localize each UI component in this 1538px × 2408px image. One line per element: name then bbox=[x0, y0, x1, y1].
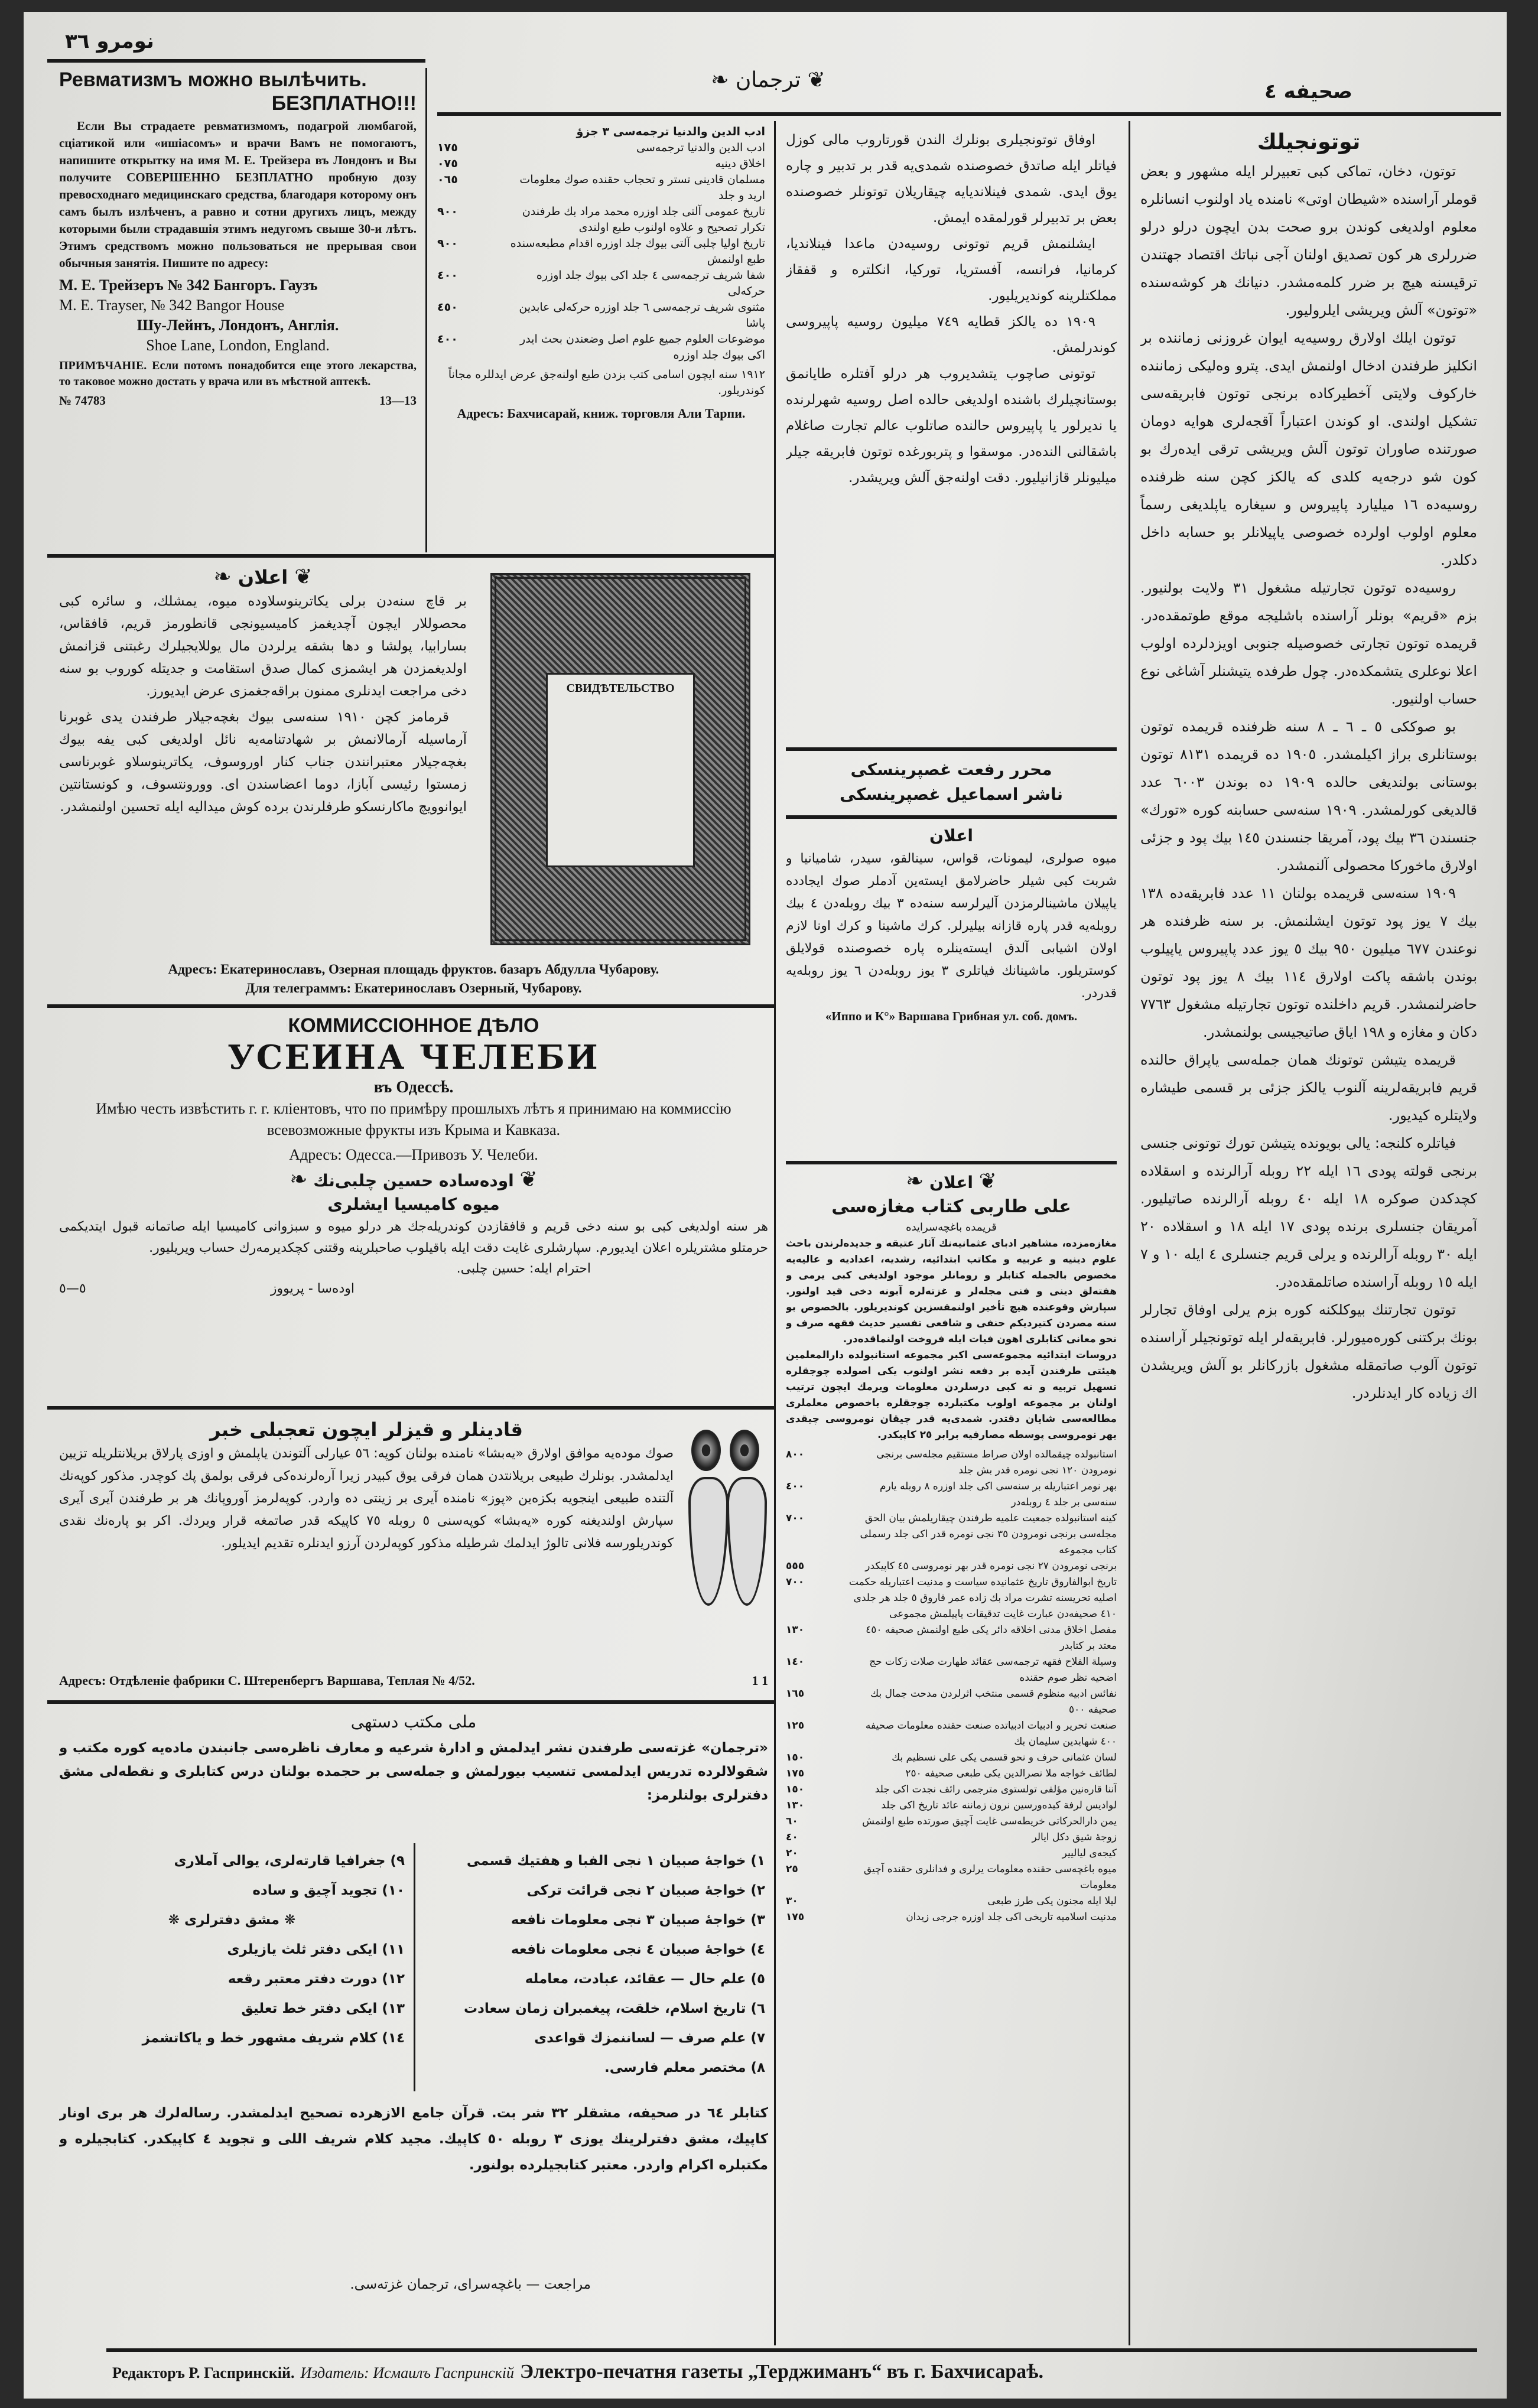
chelebi-address: Адресъ: Одесса.—Привозъ У. Челеби. bbox=[289, 1146, 538, 1163]
school-book-item: ٨) مختصر معلم فارسی. bbox=[604, 2060, 765, 2075]
book-title: يمن دارالحركاتی خريطه‌سی غايت آچيق صورتده طبع اولنمش bbox=[862, 1815, 1117, 1827]
ornament-right-icon: ❧ bbox=[711, 68, 729, 92]
issue-number: نومرو ٣٦ bbox=[65, 30, 154, 53]
article-paragraph: توتون ايلك اولارق روسيه‌يه ايوان غروزنی زماننده بر انكليز طرفندن ادخال اولنمش ايدی. پترو وه‌ليكی زماننده خاركوف ولايتی آخطيركاده برنجی توتون فابريقه‌سی تشكيل اولندی. او كوندن اعتباراً آقجه‌لری هوايه دومان صورتنده صاوران توتون آلش ويريشی ترقی ايده‌رك بو كون شو درجه‌يه كلدی كه يالكز كچن سنه ظرفنده روسيه‌ده ١٦ ميليارد پاپيروس و سيغاره ياپلديغی رسماً معلوم اولوب اولرده خصوصی ياپيلانلر بو حسابه داخل دكلدر. bbox=[1140, 330, 1477, 568]
book-title: تاريخ عمومی آلتی جلد اوزره محمد مراد بك طرفندن تكرار تصحيح و علاوه اولنوب طبع اولندی bbox=[522, 205, 765, 234]
bookstore-title: علی طاربی كتاب مغازه‌سی bbox=[831, 1196, 1071, 1217]
header-rule-right bbox=[437, 112, 1501, 116]
book-title: بهر نومر اعتباريله بر سنه‌سی اكی جلد اوزره ٨ روبله يارم سنه‌سی بر جلد ٤ روبله‌در bbox=[880, 1480, 1117, 1508]
book-list-heading: ادب الدين والدنيا ترجمه‌سی ٣ جزؤ bbox=[576, 125, 765, 138]
copybook-item: ١٤) كلام شريف مشهور خط و ياكاتشمز bbox=[142, 2030, 405, 2046]
book-price: ٤٠٠ bbox=[437, 269, 458, 282]
ref-number: № 74783 bbox=[59, 393, 106, 408]
earring-icon bbox=[727, 1477, 767, 1606]
school-book-item: ٦) تاريخ اسلام، خلقت، پيغمبران زمان سعادت bbox=[463, 2001, 765, 2016]
price-row bbox=[786, 1798, 1117, 1814]
certificate-inner bbox=[546, 673, 695, 867]
book-price: ٧٠٠ bbox=[786, 1512, 805, 1524]
address-en: M. E. Trayser, № 342 Bangor House bbox=[59, 297, 285, 314]
chelebi-title1: КОММИССІОННОЕ ДѢЛО bbox=[288, 1014, 539, 1037]
book-price: ٠٧٥ bbox=[437, 157, 458, 170]
book-price: ٢٠ bbox=[786, 1847, 798, 1859]
earring-icon bbox=[691, 1430, 721, 1471]
school-intro: «ترجمان» غزته‌سی طرفندن نشر ايدلمش و ادارهٔ شرعيه و معارف ناظره‌سی جانبندن ماده‌يه كوره مكتب و شقولالرده تدريس ايدلمسی تنسيب بيورلمش و جمله‌سی بر حجمده بولنان درس كتابلری و نقطه‌لی مشق دفترلری بولنلرمز: bbox=[59, 1740, 768, 1803]
copybook-item: ١٢) دورت دفتر معتبر رقعه bbox=[227, 1971, 405, 1987]
chelebi-ad bbox=[59, 1013, 768, 1400]
price-row bbox=[786, 1511, 1117, 1558]
section-rule bbox=[786, 1161, 1117, 1164]
copybook-item: ١١) ايكی دفتر ثلث يازيلری bbox=[227, 1942, 405, 1957]
book-title: ادب الدين والدنيا ترجمه‌سی bbox=[636, 141, 765, 154]
machine-ad-body: ميوه صولری، ليمونات، قواس، سينالقو، سيدر، شاميانيا و شربت كبی شيلر حاضرلامق ايسته‌ين آدملر صوك ايجادده ياپيلان ماشينالرمزدن آليرلرسه سنه‌ده ٣ بيك روبله‌دن ٤ بيك روبله‌يه قدر پاره قازانه بيليرلر. كرك ماشينا و كرك اونا لازم اولان اشيابی آلدق ايسته‌ينلره پاره خصوصنده قولايلق كوستريلور. ماشينانك فياتلری ٣ يوز روبله‌دن ٦ يوز روبله‌يه قدردر. bbox=[786, 851, 1117, 1001]
price-row bbox=[437, 236, 765, 268]
publisher-name: ناشر اسماعيل غصپرينسكی bbox=[839, 785, 1064, 804]
section-rule bbox=[47, 554, 774, 558]
ornament-icon: ❦ bbox=[294, 565, 313, 589]
header-rule-left bbox=[47, 59, 425, 63]
bookstore-body2: دروسات ابتدائيه مجموعه‌سی اكبر مجموعه استانبولده دارالمعلمين هيئتی طرفندن آيده بر دفعه نشر اولنوب يكی اصولده چوجقلره تسهيل تربيه و نه كبی درسلردن معلومات ويرمك ايچون ترتيب اولنان بر مجموعه اولوب مكتبلرده چوجقلره باخصوص معلملری مطالعه‌سی شايان دقتدر. شمدی‌يه قدر چيقان نومروسی چيقدی بهر نومروسی پوسطه مصارفيه برابر ٢٥ كاپيكدر. bbox=[786, 1349, 1117, 1441]
earring-icon bbox=[730, 1430, 759, 1471]
bookstore-banner: ❦ اعلان ❧ bbox=[906, 1170, 997, 1193]
column-divider bbox=[425, 68, 427, 552]
article-paragraph: بو صوككی ٥ ـ ٦ ـ ٨ سنه ظرفنده قريمده توتون بوستانلری براز اكيلمشدر. ١٩٠٥ ده قريمده ٨١٣١ توتون بوستانی بولنديغی حالده ١٩٠٩ ده بوندن ٦٠٠٣ عدد قالديغی كورلمشدر. ١٩٠٩ سنه‌سی حسابنه كوره «تورك» جنسندن ٣٦ بيك پود، آمريقا جنسندن ١٤٥ بيك پود و جزئی اولارق ماخوركا محصولی آلنمشدر. bbox=[1140, 718, 1477, 874]
section-rule bbox=[786, 815, 1117, 819]
book-title: مدنيت اسلاميه تاريخی اكی جلد اوزره جرجی زيدان bbox=[906, 1911, 1117, 1923]
earring-icon bbox=[688, 1477, 729, 1606]
book-price: ١٧٥ bbox=[786, 1768, 805, 1779]
price-row bbox=[437, 140, 765, 156]
fruit-ad-banner: ❦ اعلان ❧ bbox=[213, 565, 313, 589]
article-paragraph: اوفاق توتونجيلری بونلرك الندن قورتاروب مالی كوزل فياتلر ايله صاتدق خصوصنده شمدی‌يه قدر بر تدبير و چاره يوق ايدی. شمدی فينلانديايه چيقاريلان توتونلر خصوصنده بعض بر تدبيرلر قورلمقده ايمش. bbox=[786, 132, 1117, 226]
book-price: ٤٠ bbox=[786, 1831, 798, 1843]
footer-rule bbox=[106, 2348, 1477, 2352]
book-price: ٠٦٥ bbox=[437, 173, 458, 186]
school-book-item: ٤) خواجهٔ صبيان ٤ نجی معلومات نافعه bbox=[511, 1942, 765, 1957]
price-row bbox=[786, 1750, 1117, 1766]
tobacco-article bbox=[1140, 127, 1477, 2339]
page-number: صحيفه ٤ bbox=[1264, 80, 1352, 103]
book-title: ميوه باغچه‌سی حقنده معلومات يرلری و فدانلری حقنده آچيق معلومات bbox=[863, 1863, 1117, 1891]
book-price: ٧٠٠ bbox=[786, 1576, 805, 1588]
footer bbox=[112, 2360, 1483, 2385]
school-book-item: ٩) جغرافيا قارته‌لری، يوالی آملاری bbox=[174, 1853, 405, 1869]
book-title: صنعت تحرير و ادبيات ادبياتده صنعت حقنده معلومات صحيفه ٤٠٠ شهابدين سليمان بك bbox=[865, 1720, 1117, 1748]
book-title: زوجهٔ شيق دكل ايالر bbox=[1032, 1831, 1117, 1843]
price-row bbox=[786, 1862, 1117, 1893]
book-title: موضوعات العلوم جميع علوم اصل وضعندن بحث ايدر اكی بيوك جلد اوزره bbox=[520, 333, 765, 362]
ad-note: ПРИМѢЧАНІЕ. Если потомъ понадобится еще этого лекарства, то таковое можно достать у врача или въ мѣстной аптекѣ. bbox=[59, 359, 417, 388]
certificate-image bbox=[490, 573, 750, 945]
earring-ad bbox=[59, 1417, 674, 1665]
school-contact: مراجعت — باغچه‌سرای، ترجمان غزته‌سی. bbox=[350, 2277, 591, 2292]
address-ru: М. Е. Трейзеръ № 342 Бангоръ. Гаузъ bbox=[59, 276, 318, 294]
book-price: ٤٥٠ bbox=[437, 301, 458, 314]
school-book-item: ٣) خواجهٔ صبيان ٣ نجی معلومات نافعه bbox=[511, 1912, 765, 1928]
price-row bbox=[437, 156, 765, 172]
book-price: ١٣٠ bbox=[786, 1800, 805, 1811]
street-en: Shoe Lane, London, England. bbox=[146, 337, 330, 354]
section-rule bbox=[786, 747, 1117, 751]
copybook-heading: ❋ مشق دفترلری ❋ bbox=[168, 1912, 296, 1928]
book-title: كيجه‌ی لياليير bbox=[1062, 1847, 1117, 1859]
earring-footer bbox=[59, 1672, 768, 1690]
article-paragraph: ايشلنمش قريم توتونی روسيه‌دن ماعدا فينلانديا، كرمانيا، فرانسه، آفستريا، توركيا، انكلتره و قفقاز مملكتلرينه كونديريليور. bbox=[786, 236, 1117, 304]
ornament-icon: ❦ bbox=[519, 1167, 538, 1192]
book-title: اخلاق دينيه bbox=[715, 157, 765, 170]
price-row bbox=[786, 1782, 1117, 1798]
price-row bbox=[437, 204, 765, 236]
footer-publisher: Издатель: Исмаилъ Гаспринскій bbox=[300, 2364, 514, 2381]
list-divider bbox=[414, 1843, 415, 2091]
book-title: برنجی نومرودن ٢٧ نجی نومره قدر بهر نومروسی ٤٥ كاپيكدر bbox=[865, 1560, 1117, 1572]
price-row bbox=[437, 331, 765, 363]
footer-printer: Электро-печатня газеты „Терджиманъ“ въ г. Бахчисараѣ. bbox=[519, 2361, 1044, 2383]
ad-title: Ревматизмъ можно вылѣчить. bbox=[59, 69, 367, 91]
book-title: وسيلة الفلاح فقهه ترجمه‌سی عقائد طهارت صلات زكات حج اضحيه نظر صوم حقنده bbox=[869, 1656, 1117, 1684]
price-row bbox=[786, 1558, 1117, 1574]
book-price: ٩٠٠ bbox=[437, 205, 458, 218]
street-ru: Шу-Лейнъ, Лондонъ, Англія. bbox=[136, 317, 339, 334]
book-price: ٥٥٥ bbox=[786, 1560, 805, 1572]
school-list-right bbox=[425, 1846, 765, 2094]
price-row bbox=[786, 1622, 1117, 1654]
book-title: لطائف خواجه ملا نصرالدين يكی طبعی صحيفه ٢٥٠ bbox=[905, 1768, 1117, 1779]
book-title: تاريخ اوليا چلبی آلتی بيوك جلد اوزره اقدام مطبعه‌سنده طبع اولنمش bbox=[510, 237, 765, 266]
book-title: ليلا ايله مجنون يكی طرز طبعی bbox=[987, 1895, 1117, 1907]
earring-title: قادينلر و قيزلر ايچون تعجبلی خبر bbox=[210, 1418, 523, 1441]
price-row bbox=[786, 1830, 1117, 1846]
book-title: تاريخ ابوالفاروق تاريخ عثمانيده سياست و مدنيت اعتباريله حكمت اصليه تحريسنه تشرت مراد بك زاده عمر فاروق ٥ جلد هر جلدی ٤١٠ صحيفه‌دن عبارت غايت تدقيقات ياپيلمش مجموعی bbox=[848, 1576, 1117, 1620]
book-title: شفا شريف ترجمه‌سی ٤ جلد اكی بيوك جلد اوزره حركه‌لی bbox=[536, 269, 765, 298]
book-title: آننا قاره‌نين مؤلفی تولستوی مترجمی رائف نجدت اكی جلد bbox=[874, 1784, 1117, 1795]
ornament-icon: ❧ bbox=[290, 1167, 308, 1192]
article-paragraph: فياتلره كلنجه: يالی بويونده يتيشن تورك توتونی جنسی برنجی قولته پودی ١٦ ايله ٢٢ روبله آرالرنده و اسقلاده كچدكدن صوكره ١٨ ايله ٤٠ روبله آرالرنده صاتيليور. آمريقان جنسلری برنده پودی ١٧ ايله ١٨ و اسقلاده ٢٠ ايله ٣٠ روبله آرالرنده و يرلی قريم جنسلری ٤ ايله ١٠ و ٧ ايله ١٥ روبله آراسنده صاتلمقده‌در. bbox=[1140, 1135, 1477, 1290]
article-paragraph: توتون تجارتنك بيوكلكنه كوره بزم يرلی اوفاق تجارلر بونك بركتنی كوره‌ميورلر. فابريقه‌لر ايله توتونجيلر آراسنده توتون آلوب صاتمقله مشغول بازركانلر بو آلش ويريشدن اك زياده كار ايدنلردر. bbox=[1140, 1301, 1477, 1401]
chelebi-title2: УСЕИНА ЧЕЛЕБИ bbox=[227, 1038, 600, 1077]
book-price: ٨٠٠ bbox=[786, 1449, 805, 1460]
article-paragraph: توتون، دخان، تماكی كبی تعبيرلر ايله مشهور و بعض قوملر آراسنده «شيطان اوتی» نامنده ياد اولنوب انسانلره معلوم اولديغی كوندن برو صحت بدن ايچون درلو درلو ضررلری هر كون تصديق اولنان آجی نباتك اقتصاد جهتندن ترقيسنه هيچ بر ضرر كلمه‌مشدر. دنيانك هر كوشه‌سنده «توتون» آلش ويريشی ايلرولیور. bbox=[1140, 163, 1477, 318]
machine-ad-address: «Иппо и К°» Варшава Грибная ул. соб. домъ. bbox=[825, 1009, 1078, 1023]
price-row bbox=[786, 1718, 1117, 1750]
copybook-item: ١٣) ايكی دفتر خط تعليق bbox=[241, 2001, 405, 2016]
chelebi-city: اوده‌سا - پريووز bbox=[270, 1281, 355, 1296]
price-row bbox=[786, 1909, 1117, 1925]
fruit-ad-body: بر قاچ سنه‌دن برلی يكاترينوسلاوده ميوه، يمشلك، و سائره كبی محصوللار ايچون آچديغمز كاميسيونجی قانطورمز قريم، قافقاس، بسارابيا، پولشا و دها بشقه يرلردن مال يوللايجيلرك رغبتنی قزانمش اولديغمزدن هر ايشمزی كمال صدق استقامت و جديتله كوروب بو سنه دخی مراجعت ايدنلری ممنون براقه‌جغمزی عرض ايديورز. bbox=[59, 594, 467, 699]
price-row bbox=[786, 1814, 1117, 1830]
book-title: كينه استانبولده جمعيت علميه طرفندن چيقاريلمش بيان الحق مجله‌سی برنجی نومرودن ٣٥ نجی نومره قدر اكی جلد رسملی كتاب مجموعه bbox=[860, 1512, 1117, 1556]
book-price: ١٧٥ bbox=[437, 141, 458, 154]
book-price: ٩٠٠ bbox=[437, 237, 458, 250]
chelebi-ar-title1: ❦ اوده‌ساده حسين چلبی‌نك ❧ bbox=[290, 1167, 538, 1192]
price-row bbox=[437, 300, 765, 331]
article-paragraph: روسيه‌ده توتون تجارتيله مشغول ٣١ ولايت بولنيور. بزم «قريم» بونلر آراسنده باشليجه موقع طوتمقده‌در. قريمده توتون تجارتی خصوصيله جنوبی اويزدلرده اولوب اعلا نوعلری يتشمكده‌در. چول طرفده يتيشنلر آشاغی نوع حساب اولنيور. bbox=[1140, 580, 1477, 707]
machine-ad-title: اعلان bbox=[929, 826, 973, 845]
price-row bbox=[786, 1447, 1117, 1479]
ad-subtitle: БЕЗПЛАТНО!!! bbox=[271, 92, 417, 115]
chelebi-title3: въ Одессѣ. bbox=[373, 1078, 454, 1096]
school-closing: كتابلر ٦٤ در صحيفه، مشقلر ٣٢ شر بت. قرآن جامع الازهرده تصحيح ايدلمشدر. رساله‌لرك هر بری اونار كاپيك، مشق دفترلرينك يوزی ٣ روبله ٥٠ كاپيك. مجيد كلام شريف اللی و تجويد ٤ كاپيكدر. كتابجيلره و مكتبلره اكرام واردر. معتبر كتابجيلرده بولنور. bbox=[59, 2106, 768, 2173]
footer-editor: Редакторъ Р. Гаспринскій. bbox=[112, 2364, 295, 2381]
section-rule bbox=[47, 1004, 774, 1008]
article-title: توتونجيلك bbox=[1257, 130, 1361, 154]
article-paragraph: توتونی صاچوب يتشديروب هر درلو آفتلره طايانمق بوستانچيلرك باشنده اولديغی حالده اصل روسيه شهرلرنده يا نديرلور يا پاپيروس حالنده صاتلوب عالم تجارت صاغلام باشقالنی النده‌در. موسقوا و پتربورغده توتون فابريقه جيلر ميليونلر قازانيليور. دقت اولنه‌جق آلش ويريشدر. bbox=[786, 366, 1117, 486]
chelebi-ar-title2: ميوه كاميسيا ايشلری bbox=[327, 1195, 500, 1214]
school-book-item: ٧) علم صرف — لساننمزك قواعدی bbox=[534, 2030, 765, 2046]
masthead bbox=[674, 68, 863, 92]
earring-body: صوك موده‌يه موافق اولارق «يه‌بشا» نامنده بولنان كوپه‌: ٥٦ عيارلی آلتوندن ياپلمش و اوزی پارلاق بريلانتلريله تزيين ايدلمشدر. بونلرك طبيعی بريلانتدن همان فرقی يوق كبيدر زيرا آره‌لرنده‌كی فرقی بولمق پك كوچدر. مذكور كوپه‌نك آلتنده طبيعی اينجويه بكزه‌ين «پوز» نامنده آيری بر زينتی ده واردر. كوپه‌لرمز آوروپانك هر بر طرفندن آيری آيری سپارش اولنديغنه كوره «يه‌بشا» كوپه‌سنی ٥ روبله ٧٥ كاپيكه قدر صاتمغه قرار ويردك. اكر بو پاره‌نك نقدی كوندريلورسه فلانی تالوژ ايدلمك شرطيله مذكور كوپه‌لردن آرزو ايدنلره تقديم ايديلور. bbox=[59, 1446, 674, 1551]
book-list-address: Адресъ: Бахчисарай, книж. торговля Али Тарпи. bbox=[457, 406, 746, 421]
earring-run: 1 1 bbox=[752, 1673, 768, 1688]
school-book-item: ١٠) تجويد آچيق و ساده bbox=[252, 1883, 405, 1898]
book-price: ١٥٠ bbox=[786, 1784, 805, 1795]
book-title: استانبولده چيقمالده اولان صراط مستقيم مجله‌سی برنجی نومرودن ١٢٠ نجی نومره قدر بش جلد bbox=[876, 1449, 1117, 1476]
chelebi-signature: احترام ايله: حسين چلبی. bbox=[456, 1261, 591, 1276]
ornament-icon: ❧ bbox=[906, 1170, 924, 1193]
price-row bbox=[786, 1574, 1117, 1622]
masthead-title: ترجمان bbox=[735, 68, 801, 92]
fruit-ad-address-block bbox=[59, 960, 768, 998]
book-title: نفائس ادبيه منظوم قسمی منتخب اثرلردن مدحت جمال بك صحيفه ٥٠٠ bbox=[870, 1688, 1117, 1716]
school-books-ad bbox=[59, 1710, 768, 1837]
chelebi-ar-body: هر سنه اولديغی كبی بو سنه دخی قريم و قافقازدن كوندريله‌جك هر درلو ميوه و سبزوانی كاميسيا ايله صاتمانه قبول ايتديكمی حرمتلو مشتريلره اعلان ايديورم. سپارشلری غايت دقت ايله باقيلوب صاحبلرينه وقتنی كچكديرمه‌رك حساب ويريليور. bbox=[59, 1219, 768, 1255]
book-title: لوادیس لرفة كيده‌ورسين نرون زماننه عائد تاريخ اكی جلد bbox=[881, 1800, 1117, 1811]
book-list-footnote: ١٩١٢ سنه ايچون اسامی كتب بزدن طبع اولنه‌جق عرض ايدللره مجاناً كوندريلور. bbox=[448, 368, 765, 397]
book-price: ٢٥ bbox=[786, 1863, 798, 1875]
tobacco-article-continued bbox=[786, 127, 1117, 741]
section-rule bbox=[47, 1406, 774, 1410]
fruit-ad-telegram: Для телеграммъ: Екатеринославъ Озерный, Чубарову. bbox=[245, 981, 582, 995]
book-title: مفصل اخلاق مدنی اخلاقه دائر يكی طبع اولنمش صحيفه ٤٥٠ معتد بر كتابدر bbox=[866, 1624, 1117, 1652]
section-rule bbox=[47, 1700, 774, 1704]
book-price: ٤٠٠ bbox=[437, 333, 458, 346]
editor-name: محرر رفعت غصپرينسكی bbox=[850, 760, 1052, 779]
earring-address: Адресъ: Отдѣленіе фабрики С. Штеренбергъ Варшава, Теплая № 4/52. bbox=[59, 1673, 475, 1688]
school-book-item: ٥) علم حال — عقائد، عبادت، معامله bbox=[525, 1971, 765, 1987]
fruit-ad bbox=[59, 564, 467, 954]
book-price: ٣٠ bbox=[786, 1895, 798, 1907]
bookstore-body: مغازه‌مزده، مشاهير ادبای عثمانيه‌نك آثار عتيقه و جديده‌لرندن باحث علوم دينيه و عربيه و مكاتب ابتدائيه، رشديه، اعداديه و عاليه‌يه مخصوص بالجمله كتابلر و رومانلر موجود اولديغی كبی يرمی و هفته‌لق دينی و فنی مجله‌لر و غزته‌لره آبونه دخی قيد اولنور. سپارش وقوعنده هيچ تأخير اولنمقسزين كونديريلور. بالخصوص بو سنه مصردن كتيرديكم حنفی و شافعی تفسير حديث فقهه صرف و نحو معانی كتابلری اهون فيات ايله فروخت اولنماقده‌در. bbox=[786, 1238, 1117, 1345]
price-row bbox=[786, 1766, 1117, 1782]
machine-ad bbox=[786, 824, 1117, 1155]
school-book-item: ٢) خواجهٔ صبيان ٢ نجی قرائت تركی bbox=[526, 1883, 765, 1898]
price-row bbox=[437, 172, 765, 204]
article-paragraph: ١٩٠٩ ده يالكز قطايه ٧٤٩ ميليون روسيه پاپيروسی كوندرلمش. bbox=[786, 314, 1117, 356]
school-list-left bbox=[59, 1846, 405, 2094]
book-price: ١٣٠ bbox=[786, 1624, 805, 1636]
rheumatism-ad bbox=[59, 68, 417, 549]
ornament-icon: ❦ bbox=[978, 1170, 997, 1193]
book-title: لسان عثمانی حرف و نحو قسمی يكی علی نسظيم بك bbox=[892, 1752, 1117, 1763]
newspaper-page bbox=[24, 12, 1507, 2399]
article-paragraph: قريمده يتيشن توتونك همان جمله‌سی ياپراق حالنده قريم فابريقه‌لرينه آلنوب يالكز جزئی بر قسمی طيشاره ولايتلره كيديور. bbox=[1140, 1052, 1477, 1124]
editors-box bbox=[786, 757, 1117, 807]
school-book-item: ١) خواجهٔ صبيان ١ نجی الفبا و هفتيك قسمی bbox=[466, 1853, 765, 1869]
price-row bbox=[786, 1686, 1117, 1718]
ornament-left-icon: ❦ bbox=[807, 68, 825, 92]
bookstore-subtitle: قريمده باغچه‌سرايده bbox=[906, 1221, 997, 1234]
column-divider bbox=[1129, 121, 1130, 2345]
price-row bbox=[786, 1893, 1117, 1909]
price-row bbox=[786, 1479, 1117, 1511]
bookstore-ad bbox=[786, 1170, 1117, 2342]
column-divider bbox=[774, 121, 776, 2345]
ad-body: Если Вы страдаете ревматизмомъ, подагрой люмбагой, сціатикой или «ишіасомъ» и врачи Вамъ не помогаютъ, напишите открытку на имя М. Е. Трейзера въ Лондонъ и Вы получите СОВЕРШЕННО БЕЗПЛАТНО пробную дозу превосходнаго медицинскаго средства, благодаря которому онъ самъ былъ излѣченъ, а равно и сотни другихъ лицъ, между которыми были страдавшія этимъ недугомъ свыше 30-и лѣтъ. Этимъ средствомъ можно пользоваться не прерывая свои обычныя занятія. Пишите по адресу: bbox=[59, 119, 417, 270]
book-price: ١٧٥ bbox=[786, 1911, 805, 1923]
book-price: ١٥٠ bbox=[786, 1752, 805, 1763]
run-count: 13—13 bbox=[379, 393, 417, 408]
book-price: ١٤٠ bbox=[786, 1656, 805, 1668]
book-title: مثنوی شريف ترجمه‌سی ٦ جلد اوزره حركه‌لی عابدين پاشا bbox=[519, 301, 765, 330]
book-price: ١٦٥ bbox=[786, 1688, 805, 1700]
fruit-ad-body2: قرمامز كچن ١٩١٠ سنه‌سی بيوك بغچه‌جيلار طرفندن يدی غوبرنا آرماسيله آرمالانمش بر شهادتنامه‌يه نائل اولديغی كبی يفه بيوك بغچه‌جيلار معتبرانندن جناب كنار اوروسوف، يكاترينوسلاو غوبرناسی زمستوا رئيسی آبازا، دوما اعضاسندن ای. وورونتسوف، و كونستانتين ايوانوويچ ماكارنسكو طرفلرندن برده كوش ميداليه ايله تحسين اولنمشدر. bbox=[59, 710, 467, 815]
price-row bbox=[437, 268, 765, 300]
price-row bbox=[786, 1654, 1117, 1686]
chelebi-body: Имѣю честь извѣстить г. г. кліентовъ, что по примѣру прошлыхъ лѣтъ я принимаю на коммиссію всевозможные фрукты изъ Крыма и Кавказа. bbox=[96, 1100, 731, 1138]
book-title: مسلمان قادينی تستر و تحجاب حقنده صوك معلومات اريد و جلد bbox=[519, 173, 765, 202]
certificate-title: СВИДѢТЕЛЬСТВО bbox=[566, 681, 675, 695]
school-title: ملی مكتب دستهی bbox=[350, 1712, 477, 1732]
book-price: ١٢٥ bbox=[786, 1720, 805, 1732]
price-row bbox=[786, 1846, 1117, 1862]
book-price: ٤٠٠ bbox=[786, 1480, 805, 1492]
fruit-ad-address: Адресъ: Екатеринославъ, Озерная площадь фруктов. базаръ Абдулла Чубарову. bbox=[168, 962, 659, 977]
ornament-icon: ❧ bbox=[213, 565, 232, 589]
book-price-list bbox=[437, 124, 765, 549]
article-paragraph: ١٩٠٩ سنه‌سی قريمده بولنان ١١ عدد فابريقه‌ده ١٣٨ بيك ٧ يوز پود توتون ايشلنمش. بر سنه ظرفنده هر نوعندن ٦٧٧ ميليون ٩٥٠ بيك ٥ يوز عدد پاپيروس ياپيلوب بوندن باشقه پاكت اولارق ١١٤ بيك ٨ يوز پود توتون حاضرلنمشدر. قريم داخلنده توتون تجارتيله مشغول ٧٧٦٣ دكان و مغازه و ١٩٨ اياق صاتيجيسی بولنمشدر. bbox=[1140, 885, 1477, 1040]
chelebi-run: ٥—٥ bbox=[59, 1281, 86, 1296]
book-price: ٦٠ bbox=[786, 1815, 798, 1827]
